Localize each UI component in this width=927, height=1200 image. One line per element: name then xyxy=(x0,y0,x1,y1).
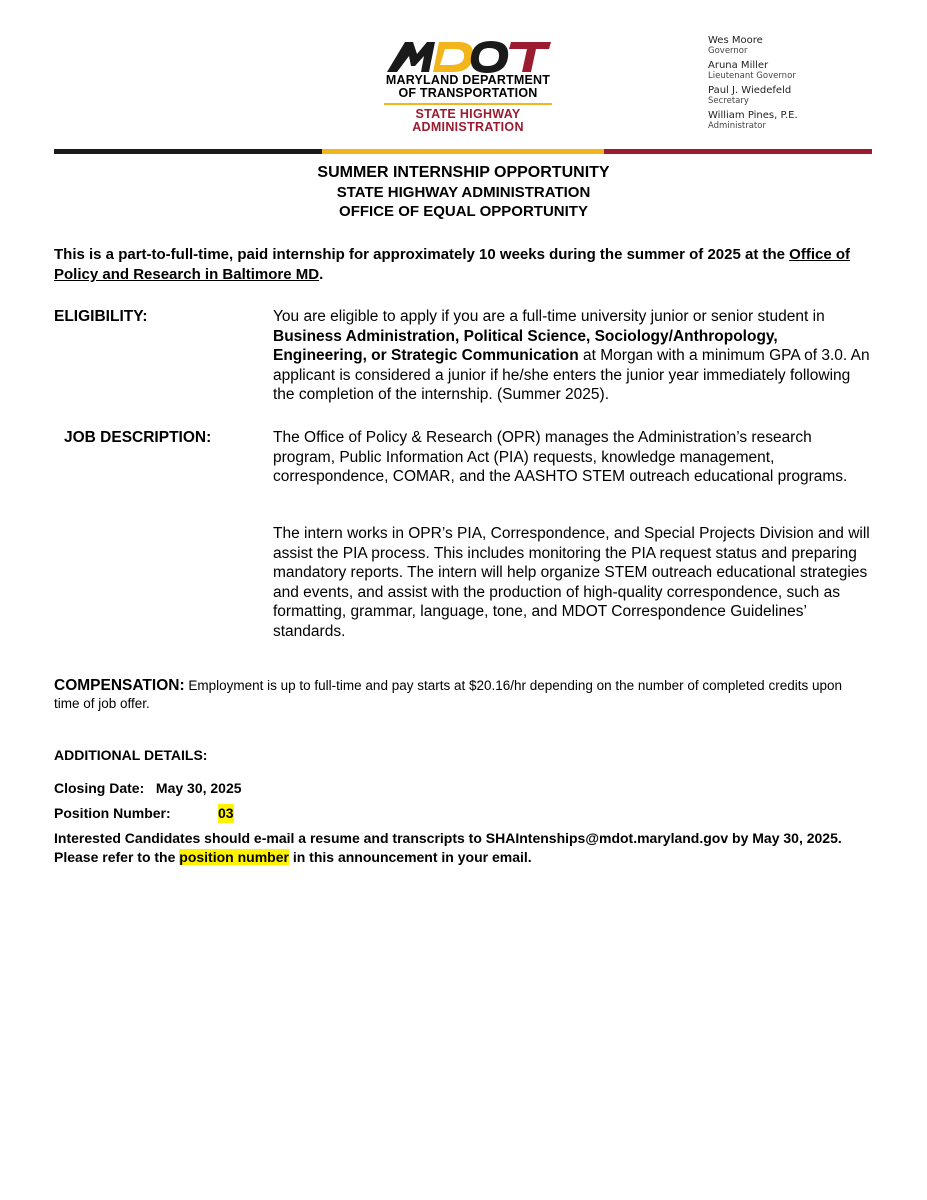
official-lt-governor xyxy=(708,60,888,81)
contact-text: Interested Candidates should e-mail a resume and transcripts to SHAIntenships@mdot.maryland.gov by May 30, 2025. Please refer to the xyxy=(54,830,842,865)
official-title: Lieutenant Governor xyxy=(708,71,796,81)
job-description-para1: The Office of Policy & Research (OPR) manages the Administration’s research program, Public Information Act (PIA) requests, knowledge management, correspondence, COMAR, and the AASHTO STEM outreach educational programs. xyxy=(273,429,848,485)
compensation-label: COMPENSATION: xyxy=(54,677,185,694)
official-name: Aruna Miller xyxy=(708,60,769,71)
logo-sha-line2: ADMINISTRATION xyxy=(412,120,524,134)
logo-line2: OF TRANSPORTATION xyxy=(398,86,538,100)
letterhead-color-bar xyxy=(54,149,872,154)
official-title: Secretary xyxy=(708,96,749,106)
logo-line1: MARYLAND DEPARTMENT xyxy=(385,73,551,87)
officials-list xyxy=(708,35,888,135)
additional-details-heading: ADDITIONAL DETAILS: xyxy=(54,747,208,763)
official-name: William Pines, P.E. xyxy=(708,110,798,121)
intro-paragraph xyxy=(54,245,854,285)
eligibility-text xyxy=(273,307,873,405)
official-name: Wes Moore xyxy=(708,35,763,46)
intro-office-link: Office of Policy and Research in Baltimore MD xyxy=(54,246,850,283)
closing-date-row xyxy=(54,779,242,798)
page-subtitle-office: OFFICE OF EQUAL OPPORTUNITY xyxy=(339,203,588,220)
official-secretary xyxy=(708,85,888,106)
intro-text: This is a part-to-full-time, paid internship for approximately 10 weeks during the summer of 2025 at the xyxy=(54,246,790,263)
eligibility-majors: Business Administration, Political Science, Sociology/Anthropology, Engineering, or Strategic Communication xyxy=(273,327,778,364)
compensation-section xyxy=(54,677,864,713)
intro-period: . xyxy=(319,266,324,283)
color-bar-black xyxy=(54,149,322,154)
job-description-para2: The intern works in OPR’s PIA, Correspondence, and Special Projects Division and will assist the PIA process. This includes monitoring the PIA request status and preparing mandatory reports. The intern will help organize STEM outreach educational strategies and events, and assist with the production of high-quality correspondence, such as formatting, grammar, language, tone, and MDOT Correspondence Guidelines’ standards. xyxy=(273,525,870,640)
position-number-value: 03 xyxy=(218,805,234,821)
contact-instructions xyxy=(54,829,864,867)
logo-divider xyxy=(384,103,552,105)
position-number-reference: position number xyxy=(179,849,289,865)
logo-sha-line1: STATE HIGHWAY xyxy=(415,107,521,121)
closing-date-label: Closing Date: xyxy=(54,780,145,796)
page-subtitle-agency: STATE HIGHWAY ADMINISTRATION xyxy=(336,184,591,201)
color-bar-red xyxy=(604,149,872,154)
official-title: Governor xyxy=(708,46,748,56)
closing-date-value: May 30, 2025 xyxy=(155,780,242,796)
eligibility-text-start: You are eligible to apply if you are a full-time university junior or senior student in xyxy=(273,308,825,325)
color-bar-gold xyxy=(322,149,604,154)
official-governor xyxy=(708,35,888,56)
document-title-block xyxy=(0,163,927,221)
position-number-row xyxy=(54,804,354,824)
mdot-wordmark xyxy=(383,38,553,74)
page-title: SUMMER INTERNSHIP OPPORTUNITY xyxy=(317,164,610,181)
job-description-label: JOB DESCRIPTION: xyxy=(64,429,212,446)
mdot-logo xyxy=(378,38,558,138)
official-name: Paul J. Wiedefeld xyxy=(708,85,792,96)
eligibility-label: ELIGIBILITY: xyxy=(54,308,148,325)
eligibility-text-end: at Morgan with a minimum GPA of 3.0. An applicant is considered a junior if he/she enters the junior year immediately following the completion of the internship. (Summer 2025). xyxy=(273,347,870,403)
position-number-label: Position Number: xyxy=(54,805,171,821)
official-administrator xyxy=(708,110,888,131)
official-title: Administrator xyxy=(708,121,766,131)
compensation-text: Employment is up to full-time and pay starts at $20.16/hr depending on the number of completed credits upon time of job offer. xyxy=(54,678,842,711)
contact-text-end: in this announcement in your email. xyxy=(288,849,532,865)
